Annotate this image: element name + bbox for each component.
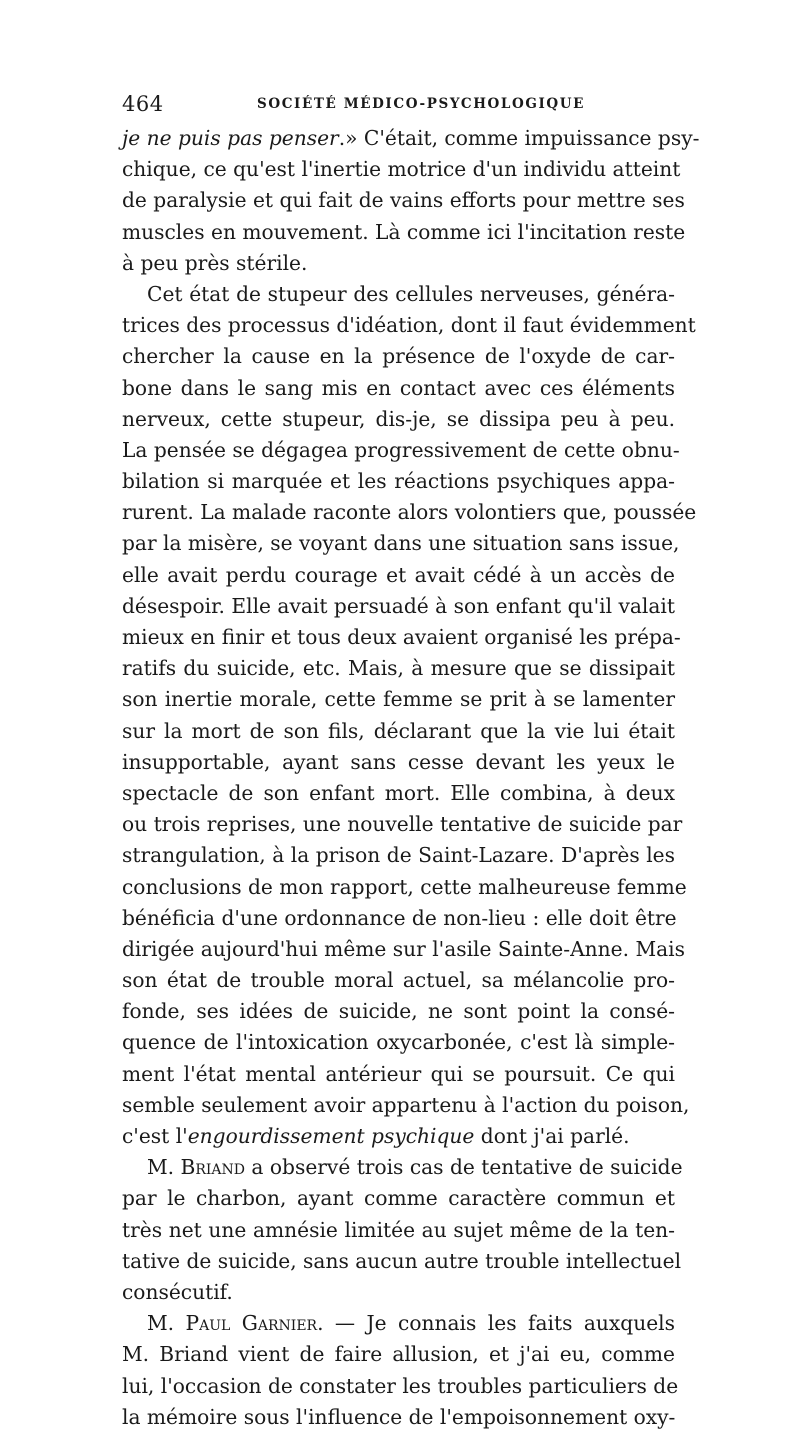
text-line: par la misère, se voyant dans une situation sans issue, <box>122 531 680 556</box>
text-line: je ne puis pas penser.» C'était, comme impuissance psy- <box>122 126 700 150</box>
text-line: fonde, ses idées de suicide, ne sont point la consé- <box>122 999 675 1024</box>
page-number: 464 <box>122 92 164 116</box>
text-line: lui, l'occasion de constater les troubles particuliers de <box>122 1373 679 1398</box>
text-line: consécutif. <box>122 1279 233 1304</box>
text-line: bénéficia d'une ordonnance de non-lieu : elle doit être <box>122 905 677 930</box>
running-title: SOCIÉTÉ MÉDICO-PSYCHOLOGIQUE <box>257 96 586 112</box>
text-line: à peu près stérile. <box>122 250 308 275</box>
paragraph-start-line: Cet état de stupeur des cellules nerveuses, généra- <box>147 281 675 306</box>
text-line: son état de trouble moral actuel, sa mélancolie pro- <box>122 968 675 993</box>
text-line: par le charbon, ayant comme caractère commun et <box>122 1186 675 1211</box>
text-line: de paralysie et qui fait de vains efforts pour mettre ses <box>122 188 685 213</box>
paragraph-start-line: M. Briand a observé trois cas de tentative de suicide <box>147 1155 683 1180</box>
text-line: c'est l'engourdissement psychique dont j'ai parlé. <box>122 1124 630 1148</box>
text-line: insupportable, ayant sans cesse devant les yeux le <box>122 749 675 774</box>
text-line: ou trois reprises, une nouvelle tentative de suicide par <box>122 812 683 837</box>
text-line: rurent. La malade raconte alors volontiers que, poussée <box>122 500 697 525</box>
text-line: La pensée se dégagea progressivement de cette obnu- <box>122 437 680 462</box>
text-line: bone dans le sang mis en contact avec ces éléments <box>122 375 675 400</box>
text-line: muscles en mouvement. Là comme ici l'incitation reste <box>122 219 686 244</box>
text-line: bilation si marquée et les réactions psychiques appa- <box>122 469 675 494</box>
body-text <box>122 123 700 1433</box>
text-line: dirigée aujourd'hui même sur l'asile Sainte-Anne. Mais <box>122 936 685 961</box>
text-line: conclusions de mon rapport, cette malheureuse femme <box>122 874 687 899</box>
text-line: ment l'état mental antérieur qui se poursuit. Ce qui <box>122 1061 675 1086</box>
text-line: quence de l'intoxication oxycarbonée, c'est là simple- <box>122 1030 675 1055</box>
speaker-name: Paul Garnier <box>185 1311 318 1336</box>
text-line: spectacle de son enfant mort. Elle combina, à deux <box>122 780 675 805</box>
page-header <box>122 92 675 122</box>
text-line: très net une amnésie limitée au sujet même de la ten- <box>122 1217 675 1242</box>
text-line: son inertie morale, cette femme se prit à se lamenter <box>122 687 675 712</box>
text-line: mieux en finir et tous deux avaient organisé les prépa- <box>122 625 681 649</box>
paragraph-start-line: M. Paul Garnier. — Je connais les faits auxquels <box>147 1311 675 1336</box>
text-line: elle avait perdu courage et avait cédé à un accès de <box>122 562 675 587</box>
speaker-name: Briand <box>180 1155 246 1180</box>
text-line: strangulation, à la prison de Saint-Lazare. D'après les <box>122 843 675 868</box>
text-line: M. Briand vient de faire allusion, et j'ai eu, comme <box>122 1342 675 1367</box>
text-line: tative de suicide, sans aucun autre trouble intellectuel <box>122 1248 682 1273</box>
text-line: sur la mort de son fils, déclarant que la vie lui était <box>122 718 675 743</box>
text-line: trices des processus d'idéation, dont il faut évidemment <box>122 313 696 338</box>
text-line: chercher la cause en la présence de l'oxyde de car- <box>122 344 675 369</box>
text-line: la mémoire sous l'influence de l'empoisonnement oxy- <box>122 1404 676 1429</box>
text-line: chique, ce qu'est l'inertie motrice d'un individu atteint <box>122 157 681 182</box>
text-line: nerveux, cette stupeur, dis-je, se dissipa peu à peu. <box>122 406 675 431</box>
text-line: semble seulement avoir appartenu à l'action du poison, <box>122 1092 690 1117</box>
text-line: ratifs du suicide, etc. Mais, à mesure que se dissipait <box>122 656 675 681</box>
text-line: désespoir. Elle avait persuadé à son enfant qu'il valait <box>122 593 675 618</box>
